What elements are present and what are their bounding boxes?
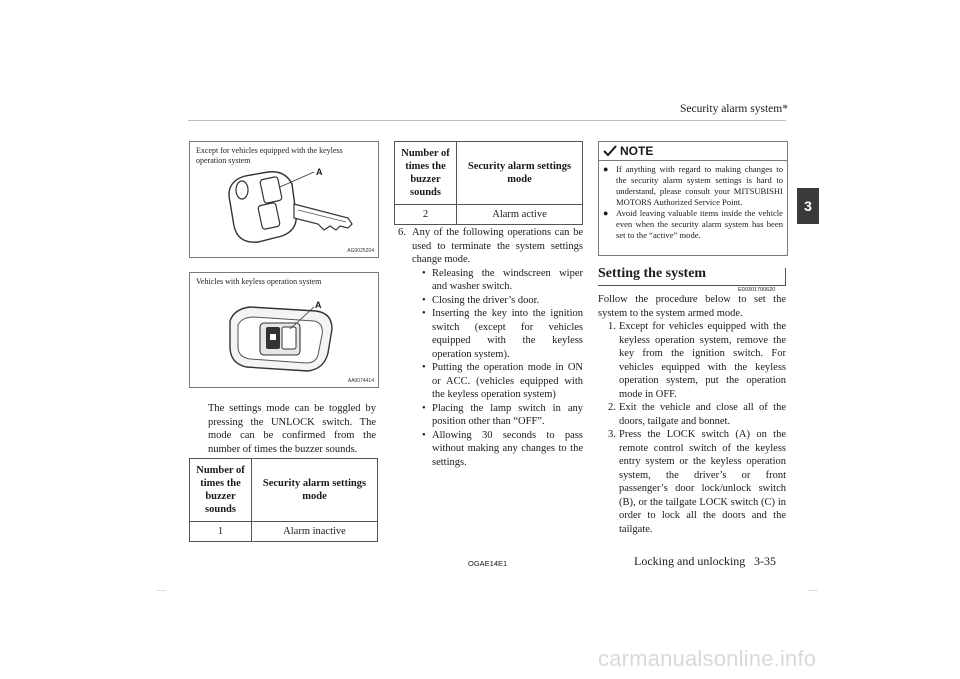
note-box (598, 141, 788, 256)
figure-key (189, 141, 379, 258)
list-item: • Closing the driver’s door. (422, 294, 540, 306)
footer-page-number: 3-35 (754, 554, 776, 568)
table-cell-times: 1 (190, 522, 252, 542)
figure-code: AG0025204 (347, 248, 374, 254)
table-header-mode: Security alarm settings mode (252, 459, 378, 522)
crop-mark (808, 590, 818, 591)
footer-section: Locking and unlocking (634, 554, 746, 568)
buzzer-table-1 (189, 458, 378, 542)
note-title: NOTE (620, 144, 654, 158)
step-number: 6. (398, 227, 406, 238)
section-heading-tick (785, 268, 786, 286)
table-cell-times: 2 (395, 205, 457, 225)
figure-label-a: A (315, 300, 322, 310)
chapter-tab: 3 (797, 188, 819, 224)
list-item: • Placing the lamp switch in any position other than “OFF”. (422, 402, 583, 427)
step-text: Press the LOCK switch (A) on the remote control switch of the keyless entry system or the keyless operation system, the driver’s or front passenger’s door lock/unlock switch (B), or the tailgate LOCK switch (C) in order to lock all the doors and the tailgate. (619, 429, 786, 535)
bullet-icon: ● (603, 208, 609, 218)
table-cell-mode: Alarm active (457, 205, 583, 225)
bullet-text: Closing the driver’s door. (432, 294, 540, 306)
running-header: Security alarm system* (680, 103, 788, 115)
note-check-icon (603, 145, 617, 157)
bullet-text: Placing the lamp switch in any position other than “OFF”. (432, 402, 583, 427)
list-item: • Releasing the windscreen wiper and washer switch. (422, 267, 583, 292)
step-text: Any of the following operations can be used to terminate the system settings change mode. (412, 227, 583, 265)
table-header-times: Number of times the buzzer sounds (190, 459, 252, 522)
bullet-text: Putting the operation mode in ON or ACC. (vehicles equipped with the keyless operation system) (432, 362, 583, 400)
section-steps (608, 320, 786, 536)
header-rule (188, 120, 786, 121)
list-item (608, 401, 786, 428)
table-header-mode: Security alarm settings mode (457, 142, 583, 205)
table-header-times: Number of times the buzzer sounds (395, 142, 457, 205)
section-heading: Setting the system (598, 266, 707, 281)
crop-mark (156, 590, 166, 591)
table-row (190, 522, 378, 542)
list-item: • Inserting the key into the ignition switch (except for vehicles equipped with the keyless operation system). (422, 308, 583, 360)
step-number: 3. (608, 429, 616, 440)
figure-caption: Except for vehicles equipped with the keyless operation system (196, 146, 343, 165)
figure-label-a: A (316, 167, 323, 177)
section-heading-rule (598, 285, 786, 286)
bullet-text: Releasing the windscreen wiper and washer switch. (432, 267, 583, 292)
step-number: 2. (608, 402, 616, 413)
bullet-icon: ● (603, 164, 609, 174)
list-item: • Allowing 30 seconds to pass without making any changes to the settings. (422, 429, 583, 468)
note-item-text: If anything with regard to making changes to the security alarm system settings is hard to understand, please consult your MITSUBISHI MOTORS Authorized Service Point. (616, 164, 783, 207)
figure-caption: Vehicles with keyless operation system (196, 277, 322, 286)
buzzer-table-2 (394, 141, 583, 225)
note-item (603, 208, 783, 241)
bullet-text: Inserting the key into the ignition switch (except for vehicles equipped with the keyless operation system). (432, 308, 583, 360)
step-text: Except for vehicles equipped with the keyless operation system, remove the key from the ignition switch. For vehicles equipped with the keyless operation system, put the operation mode in OFF. (619, 321, 786, 400)
watermark: carmanualsonline.info (598, 646, 817, 671)
figure-keyless (189, 272, 379, 388)
note-header (599, 142, 787, 161)
table-row (395, 205, 583, 225)
keyless-fob-illustration (220, 291, 350, 381)
note-item (603, 164, 783, 208)
figure-code: AA0074414 (347, 378, 374, 384)
list-item (608, 428, 786, 536)
step-number: 1. (608, 321, 616, 332)
note-item-text: Avoid leaving valuable items inside the vehicle even when the security alarm system has been set to the “active” mode. (616, 208, 783, 240)
step-text: Exit the vehicle and close all of the doors, tailgate and bonnet. (619, 402, 786, 427)
step-6 (398, 226, 583, 469)
list-item: • Putting the operation mode in ON or ACC. (vehicles equipped with the keyless operation system) (422, 362, 583, 400)
table-cell-mode: Alarm inactive (252, 522, 378, 542)
bullet-text: Allowing 30 seconds to pass without making any changes to the settings. (432, 429, 583, 468)
list-item (608, 320, 786, 401)
key-illustration (210, 162, 370, 252)
settings-mode-paragraph: The settings mode can be toggled by pressing the UNLOCK switch. The mode can be confirmed from the number of times the buzzer sounds. (208, 403, 376, 455)
section-code: E00301700620 (738, 287, 776, 293)
footer-code: OGAE14E1 (468, 559, 508, 568)
section-intro: Follow the procedure below to set the system to the system armed mode. (598, 294, 786, 319)
